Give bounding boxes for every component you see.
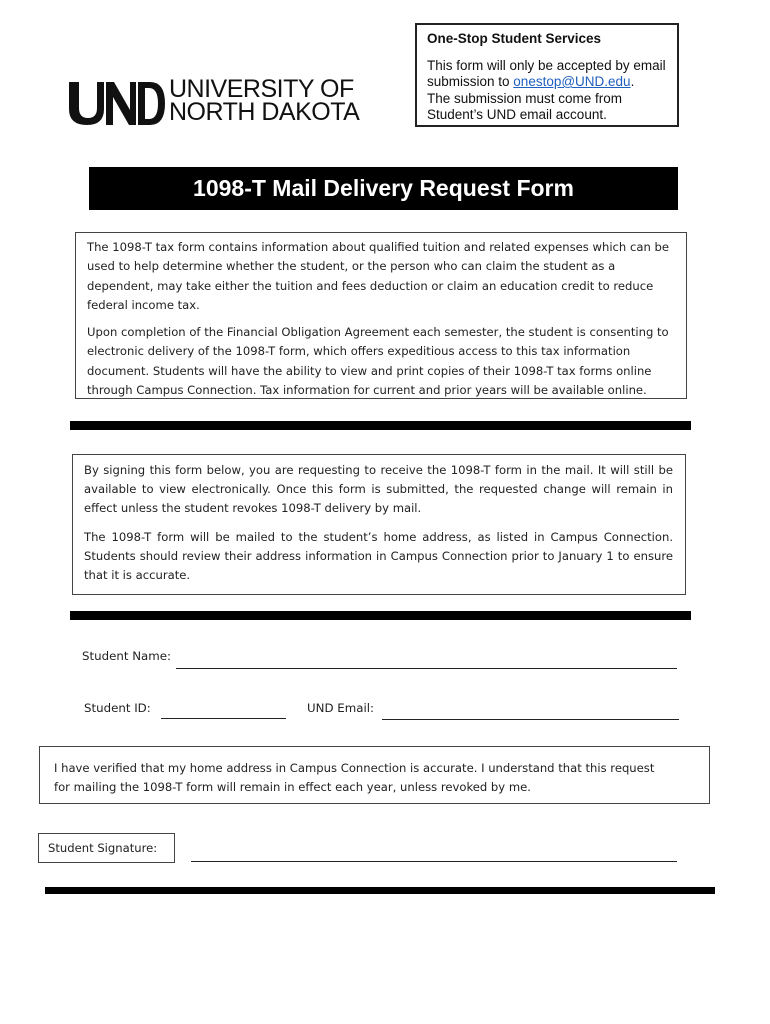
student-signature-field[interactable] [191, 861, 677, 862]
form-title: 1098-T Mail Delivery Request Form [89, 167, 678, 210]
onestop-line3: The submission must come from [427, 90, 623, 106]
student-name-field[interactable] [176, 668, 677, 669]
student-name-label: Student Name: [82, 649, 171, 663]
divider-rule [45, 887, 715, 894]
verification-line2: for mailing the 1098-T form will remain in effect each year, unless revoked by me. [54, 779, 531, 794]
student-signature-label: Student Signature: [48, 841, 158, 855]
student-id-field[interactable] [161, 718, 286, 719]
und-email-field[interactable] [382, 719, 679, 720]
university-name-line2: NORTH DAKOTA [169, 98, 360, 126]
info-paragraph-1: The 1098-T tax form contains information about qualified tuition and related expenses which can be used to help determine whether the student, or the person who can claim the student as a dependent, may take either the tuition and fees deduction or claim an education credit to reduce federal income tax. [87, 240, 669, 312]
onestop-line2-prefix: submission to [427, 74, 514, 89]
onestop-title: One-Stop Student Services [427, 31, 602, 46]
request-box [72, 454, 686, 595]
onestop-line2-suffix: . [630, 74, 635, 89]
student-id-label: Student ID: [84, 701, 151, 715]
university-name [169, 75, 360, 126]
onestop-line2 [427, 74, 669, 91]
student-signature-label-box [38, 833, 175, 863]
divider-rule [70, 421, 691, 430]
onestop-line4: Student’s UND email account. [427, 107, 607, 122]
onestop-notice-box [415, 23, 679, 127]
und-mark-icon [66, 76, 166, 126]
onestop-email-link[interactable]: onestop@UND.edu [513, 74, 631, 89]
request-paragraph-1: By signing this form below, you are requesting to receive the 1098-T form in the mail. It will still be available to view electronically. Once this form is submitted, the requested change will remain in effect unless the student revokes 1098-T delivery by mail. [84, 463, 673, 515]
und-email-label: UND Email: [307, 701, 374, 715]
onestop-line1: This form will only be accepted by email [427, 57, 666, 73]
university-name-line1: UNIVERSITY OF [169, 75, 354, 103]
request-paragraph-2: The 1098-T form will be mailed to the student’s home address, as listed in Campus Connection. Students should review their address information in Campus Connection prior to January 1 to ensure that it is accurate. [84, 530, 673, 582]
verification-box [39, 746, 710, 804]
verification-line1: I have verified that my home address in Campus Connection is accurate. I understand that this request [54, 761, 655, 775]
divider-rule [70, 611, 691, 620]
und-logo [66, 76, 366, 128]
info-paragraph-2: Upon completion of the Financial Obligation Agreement each semester, the student is consenting to electronic delivery of the 1098-T form, which offers expeditious access to this tax information document. Students will have the ability to view and print copies of their 1098-T tax forms online through Campus Connection. Tax information for current and prior years will be available online. [87, 325, 669, 398]
info-box [75, 232, 687, 399]
